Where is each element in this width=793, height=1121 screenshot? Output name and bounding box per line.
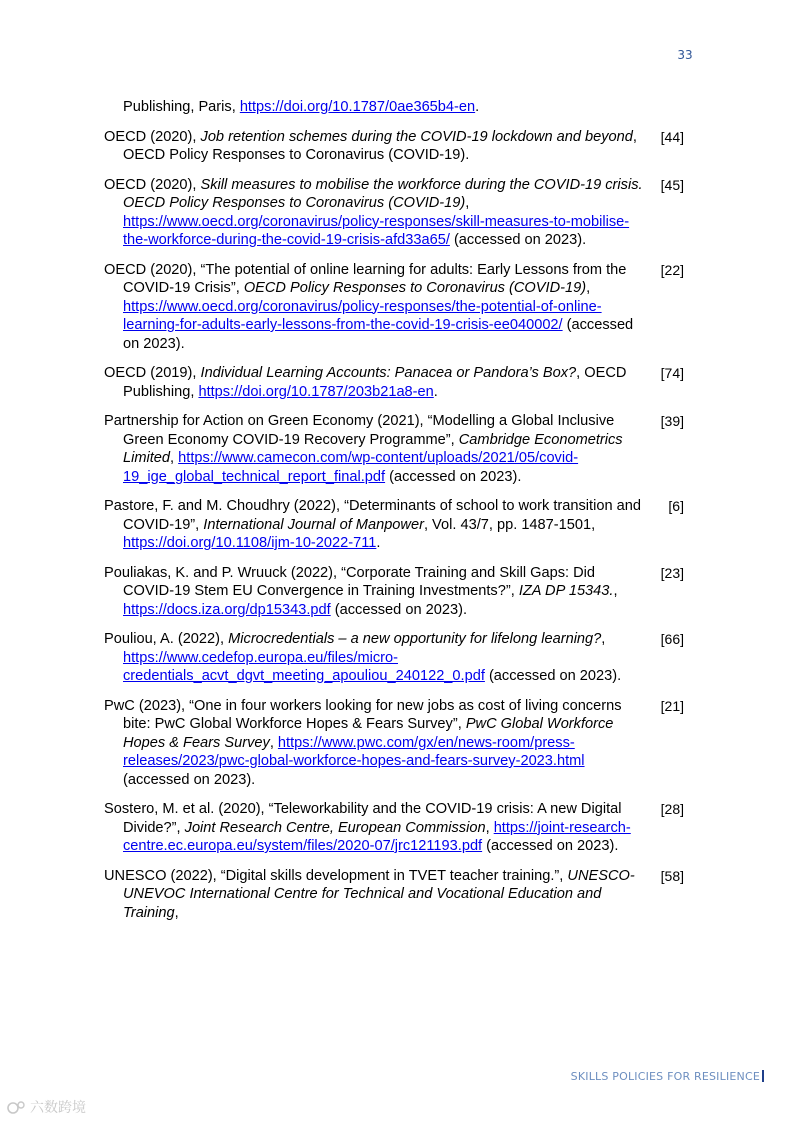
footer-bar [762,1070,764,1082]
reference-text: UNESCO (2022), “Digital skills development in TVET teacher training.”, [104,867,568,884]
reference-entry [104,697,686,790]
reference-title: PwC Global Workforce Hopes & Fears Survey [123,716,614,751]
reference-link[interactable]: https://doi.org/10.1787/0ae365b4-en [239,99,476,115]
watermark [6,1097,86,1117]
reference-entry [104,497,686,553]
reference-text: , [586,280,591,296]
reference-title: Joint Research Centre, European Commission [184,819,486,836]
watermark-logo-icon [6,1099,30,1115]
reference-link[interactable]: https://www.cedefop.europa.eu/files/micro-credentials_acvt_dgvt_meeting_apouliou_240122_0.pdf [123,649,485,684]
reference-text: . [376,535,381,551]
reference-text: , OECD Policy Responses to Coronavirus (COVID-19). [123,128,637,163]
reference-link[interactable]: https://www.pwc.com/gx/en/news-room/press-releases/2023/pwc-global-workforce-hopes-and-fears-survey-2023.html [123,734,585,769]
reference-text: , [465,195,470,211]
reference-title: UNESCO-UNEVOC International Centre for Technical and Vocational Education and Training [123,867,635,921]
reference-text: OECD (2020), “The potential of online learning for adults: Early Lessons from the COVID-19 Crisis”, [104,261,627,296]
reference-text: OECD (2019), [104,365,201,381]
reference-number: [23] [660,564,684,581]
reference-title: Microcredentials – a new opportunity for lifelong learning? [228,631,602,647]
reference-number: [45] [660,176,684,193]
running-footer [560,1070,764,1083]
reference-text: (accessed on 2023). [123,317,634,352]
reference-text: , Vol. 43/7, pp. 1487-1501, [423,516,596,533]
reference-text: , [269,734,278,751]
reference-number: [22] [660,261,684,278]
reference-title: Individual Learning Accounts: Panacea or Pandora’s Box? [200,365,577,381]
reference-entry [104,564,686,620]
reference-text: , [170,450,179,466]
reference-number: [66] [660,631,684,647]
reference-text: (accessed on 2023). [330,601,467,618]
reference-text: Pouliou, A. (2022), [104,631,229,647]
reference-text: . [475,99,480,115]
reference-link[interactable]: https://www.oecd.org/coronavirus/policy-responses/skill-measures-to-mobilise-the-workforce-during-the-covid-19-crisis-afd33a65/ [123,213,630,248]
reference-title: International Journal of Manpower [203,516,424,533]
reference-entry [104,98,686,117]
reference-number: [44] [660,128,684,145]
reference-entry [104,128,686,165]
reference-text: , [601,631,606,647]
reference-text: (accessed on 2023). [449,232,587,248]
reference-text: (accessed on 2023). [484,668,622,684]
reference-entry [104,630,686,686]
reference-text: , [485,819,494,836]
reference-entry [104,176,686,250]
reference-link[interactable]: https://www.camecon.com/wp-content/uploads/2021/05/covid-19_ige_global_technical_report_final.pdf [123,450,579,485]
reference-link[interactable]: https://doi.org/10.1108/ijm-10-2022-711 [123,535,377,551]
reference-title: Skill measures to mobilise the workforce during the COVID-19 crisis. OECD Policy Responses to Coronavirus (COVID-19) [123,176,643,211]
reference-link[interactable]: https://doi.org/10.1787/203b21a8-en [198,383,434,400]
page-number: 33 [677,48,693,62]
watermark-text: 六数跨境 [30,1100,86,1116]
reference-text: (accessed on 2023). [123,771,256,788]
reference-entry [104,412,686,486]
reference-text: OECD (2020), [104,128,201,145]
reference-text: Publishing, Paris, [123,99,240,115]
reference-text: OECD (2020), [104,176,201,193]
reference-entry [104,800,686,856]
reference-number: [6] [668,498,684,514]
reference-text: Pouliakas, K. and P. Wruuck (2022), “Corporate Training and Skill Gaps: Did COVID-19 Stem EU Convergence in Training Investments?”, [104,564,596,599]
reference-link[interactable]: https://www.oecd.org/coronavirus/policy-responses/the-potential-of-online-learning-for-adults-early-lessons-from-the-covid-19-crisis-ee040002/ [123,298,602,333]
reference-text: Partnership for Action on Green Economy (2021), “Modelling a Global Inclusive Green Economy COVID-19 Recovery Programme”, [104,413,615,448]
reference-entry [104,867,686,923]
reference-title: Job retention schemes during the COVID-19 lockdown and beyond [200,128,633,145]
reference-text: Sostero, M. et al. (2020), “Teleworkability and the COVID-19 crisis: A new Digital Divide?”, [104,801,622,836]
reference-text: (accessed on 2023). [385,468,522,485]
reference-number: [74] [660,365,684,381]
reference-title: IZA DP 15343. [518,583,614,599]
reference-number: [39] [660,413,684,429]
reference-title: Cambridge Econometrics Limited [123,431,623,466]
reference-number: [21] [660,697,684,714]
reference-number: [58] [660,867,684,884]
reference-text: Pastore, F. and M. Choudhry (2022), “Determinants of school to work transition and COVID-19”, [104,498,641,533]
reference-text: , OECD Publishing, [123,365,627,400]
reference-text: (accessed on 2023). [482,838,619,854]
reference-title: OECD Policy Responses to Coronavirus (COVID-19) [243,280,587,296]
reference-entry [104,261,686,354]
reference-text: , [613,583,618,599]
reference-link[interactable]: https://joint-research-centre.ec.europa.eu/system/files/2020-07/jrc121193.pdf [123,819,631,854]
reference-text: PwC (2023), “One in four workers looking for new jobs as cost of living concerns bite: PwC Global Workforce Hopes & Fears Survey”, [104,697,622,732]
reference-entry [104,364,686,401]
reference-text: . [433,383,438,400]
footer-title: SKILLS POLICIES FOR RESILIENCE [570,1070,760,1083]
reference-list [104,98,686,933]
reference-text: , [174,904,179,921]
reference-number: [28] [660,801,684,817]
reference-link[interactable]: https://docs.iza.org/dp15343.pdf [123,601,331,618]
